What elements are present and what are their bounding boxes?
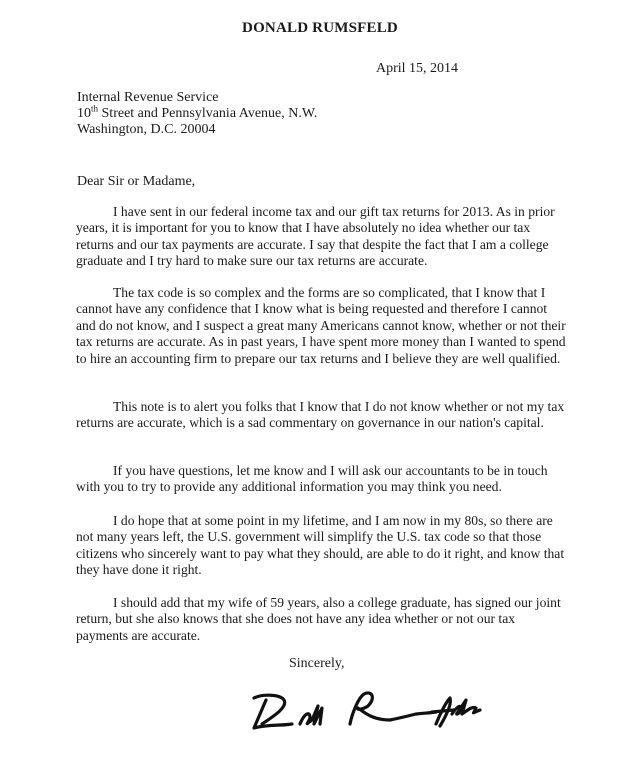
closing: Sincerely, bbox=[289, 656, 345, 671]
body-paragraph-1: I have sent in our federal income tax and our gift tax returns for 2013. As in prior years, it is important for you to know that I have absolutely no idea whether our tax returns and our tax payments are accurate. I say that despite the fact that I am a college graduate and I try hard to make sure our tax returns are accurate. bbox=[76, 204, 555, 269]
address-line-3: Washington, D.C. 20004 bbox=[77, 122, 216, 137]
recipient-address bbox=[77, 90, 317, 138]
letter-date: April 15, 2014 bbox=[376, 61, 459, 76]
body-paragraph-4: If you have questions, let me know and I will ask our accountants to be in touch with you to try to provide any additional information you may think you need. bbox=[76, 463, 548, 495]
body-paragraph-6: I should add that my wife of 59 years, also a college graduate, has signed our joint return, but she also knows that she does not have any idea whether or not our tax payments are accurate. bbox=[76, 595, 561, 643]
body-paragraph-3: This note is to alert you folks that I know that I do not know whether or not my tax returns are accurate, which is a sad commentary on governance in our nation's capital. bbox=[76, 399, 565, 431]
body-paragraph-5: I do hope that at some point in my lifetime, and I am now in my 80s, so there are not many years left, the U.S. government will simplify the U.S. tax code so that those citizens who sincerely want to pay what they should, are able to do it right, and know that they have done it right. bbox=[76, 513, 565, 578]
address-line-1: Internal Revenue Service bbox=[77, 90, 219, 105]
address-street-number: 10 bbox=[77, 106, 91, 121]
address-line-2 bbox=[77, 103, 318, 122]
letterhead-name: DONALD RUMSFELD bbox=[242, 20, 398, 36]
address-street-suffix: th bbox=[91, 103, 99, 114]
address-street-name: Street and Pennsylvania Avenue, N.W. bbox=[98, 106, 318, 121]
handwritten-signature-icon bbox=[240, 680, 500, 740]
salutation: Dear Sir or Madame, bbox=[77, 174, 196, 189]
body-paragraph-2: The tax code is so complex and the forms are so complicated, that I know that I cannot have any confidence that I know what is being requested and therefore I cannot and do not know, and I suspect a great many Americans cannot know, whether or not their tax returns are accurate. As in past years, I have spent more money than I wanted to spend to hire an accounting firm to prepare our tax returns and I believe they are well qualified. bbox=[76, 285, 566, 366]
